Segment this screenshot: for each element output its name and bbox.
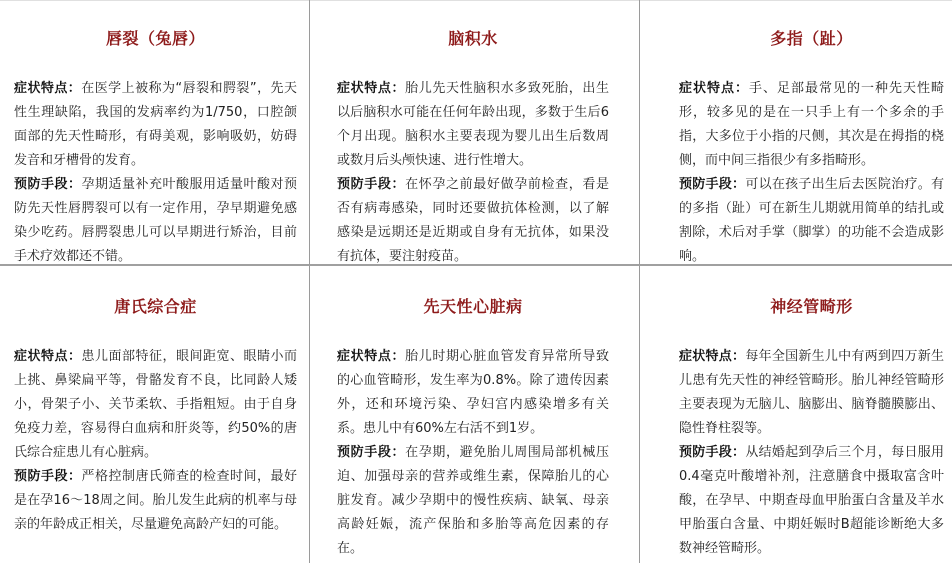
card-title: 唐氏综合症 — [114, 297, 197, 316]
symptom-paragraph — [14, 345, 297, 465]
symptom-paragraph — [337, 77, 609, 173]
symptom-label: 症状特点： — [14, 349, 82, 364]
symptom-label: 症状特点： — [14, 81, 82, 96]
symptom-text: 胎儿先天性脑积水多致死胎，出生以后脑积水可能在任何年龄出现，多数于生后6个月出现。脑积水主要表现为婴儿出生后数周或数月后头颅快速、进行性增大。 — [337, 81, 609, 168]
prevention-label: 预防手段： — [14, 469, 82, 484]
card-polydactyly — [639, 0, 952, 266]
symptom-text: 手、足部最常见的一种先天性畸形，较多见的是在一只手上有一个多余的手指，大多位于小指的尺侧，其次是在拇指的桡侧，而中间三指很少有多指畸形。 — [679, 81, 944, 168]
prevention-text: 孕期适量补充叶酸服用适量叶酸对预防先天性唇腭裂可以有一定作用，孕早期避免感染少吃药。唇腭裂患儿可以早期进行矫治，目前手术疗效都还不错。 — [14, 177, 297, 264]
symptom-text: 胎儿时期心脏血管发育异常所导致的心血管畸形，发生率为0.8%。除了遗传因素外，还和环境污染、孕妇宫内感染增多有关系。患儿中有60%左右活不到1岁。 — [337, 349, 609, 436]
prevention-paragraph — [14, 173, 297, 269]
card-hydrocephalus — [309, 0, 639, 266]
card-congenital-heart-disease — [309, 266, 639, 563]
prevention-label: 预防手段： — [679, 445, 746, 460]
prevention-text: 在孕期，避免胎儿周围局部机械压迫、加强母亲的营养或维生素，保障胎儿的心脏发育。减少孕期中的慢性疾病、缺氧、母亲高龄妊娠，流产保胎和多胎等高危因素的存在。 — [337, 445, 609, 556]
prevention-paragraph — [337, 441, 609, 561]
symptom-label: 症状特点： — [337, 349, 406, 364]
symptom-text: 患儿面部特征，眼间距宽、眼睛小而上挑、鼻梁扁平等，骨骼发育不良，比同龄人矮小，骨架子小、关节柔软、手指粗短。由于自身免疫力差，容易得白血病和肝炎等，约50%的唐氏综合症患儿有心脏病。 — [14, 349, 297, 460]
card-cleft-lip — [0, 0, 309, 266]
card-title: 脑积水 — [448, 29, 498, 48]
symptom-label: 症状特点： — [679, 81, 749, 96]
symptom-paragraph — [679, 345, 944, 441]
prevention-label: 预防手段： — [679, 177, 746, 192]
symptom-text: 每年全国新生儿中有两到四万新生儿患有先天性的神经管畸形。胎儿神经管畸形主要表现为无脑儿、脑膨出、脑脊髓膜膨出、隐性脊柱裂等。 — [679, 349, 944, 436]
prevention-text: 从结婚起到孕后三个月，每日服用0.4毫克叶酸增补剂，注意膳食中摄取富含叶酸，在孕早、中期查母血甲胎蛋白含量及羊水甲胎蛋白含量、中期妊娠时B超能诊断绝大多数神经管畸形。 — [679, 445, 944, 556]
symptom-paragraph — [679, 77, 944, 173]
prevention-paragraph — [337, 173, 609, 269]
symptom-label: 症状特点： — [679, 349, 746, 364]
prevention-text: 在怀孕之前最好做孕前检查，看是否有病毒感染，同时还要做抗体检测，以了解感染是远期还是近期或自身有无抗体，如果没有抗体，要注射疫苗。 — [337, 177, 609, 264]
card-neural-tube-defect — [639, 266, 952, 563]
prevention-paragraph — [679, 441, 944, 561]
prevention-paragraph — [679, 173, 944, 269]
prevention-label: 预防手段： — [14, 177, 82, 192]
card-title: 先天性心脏病 — [423, 297, 523, 316]
card-down-syndrome — [0, 266, 309, 563]
prevention-label: 预防手段： — [337, 445, 406, 460]
card-title: 唇裂（兔唇） — [105, 29, 205, 48]
card-title: 神经管畸形 — [770, 297, 853, 316]
prevention-text: 严格控制唐氏筛查的检查时间，最好是在孕16～18周之间。胎儿发生此病的机率与母亲的年龄成正相关，尽量避免高龄产妇的可能。 — [14, 469, 297, 532]
symptom-text: 在医学上被称为“唇裂和腭裂”，先天性生理缺陷，我国的发病率约为1/750，口腔颌面部的先天性畸形，有碍美观，影响吸奶，妨碍发音和牙槽骨的发育。 — [14, 81, 297, 168]
card-title: 多指（趾） — [770, 29, 853, 48]
symptom-paragraph — [14, 77, 297, 173]
prevention-text: 可以在孩子出生后去医院治疗。有的多指（趾）可在新生儿期就用简单的结扎或割除，术后对手掌（脚掌）的功能不会造成影响。 — [679, 177, 944, 264]
prevention-paragraph — [14, 465, 297, 537]
symptom-label: 症状特点： — [337, 81, 406, 96]
prevention-label: 预防手段： — [337, 177, 406, 192]
symptom-paragraph — [337, 345, 609, 441]
